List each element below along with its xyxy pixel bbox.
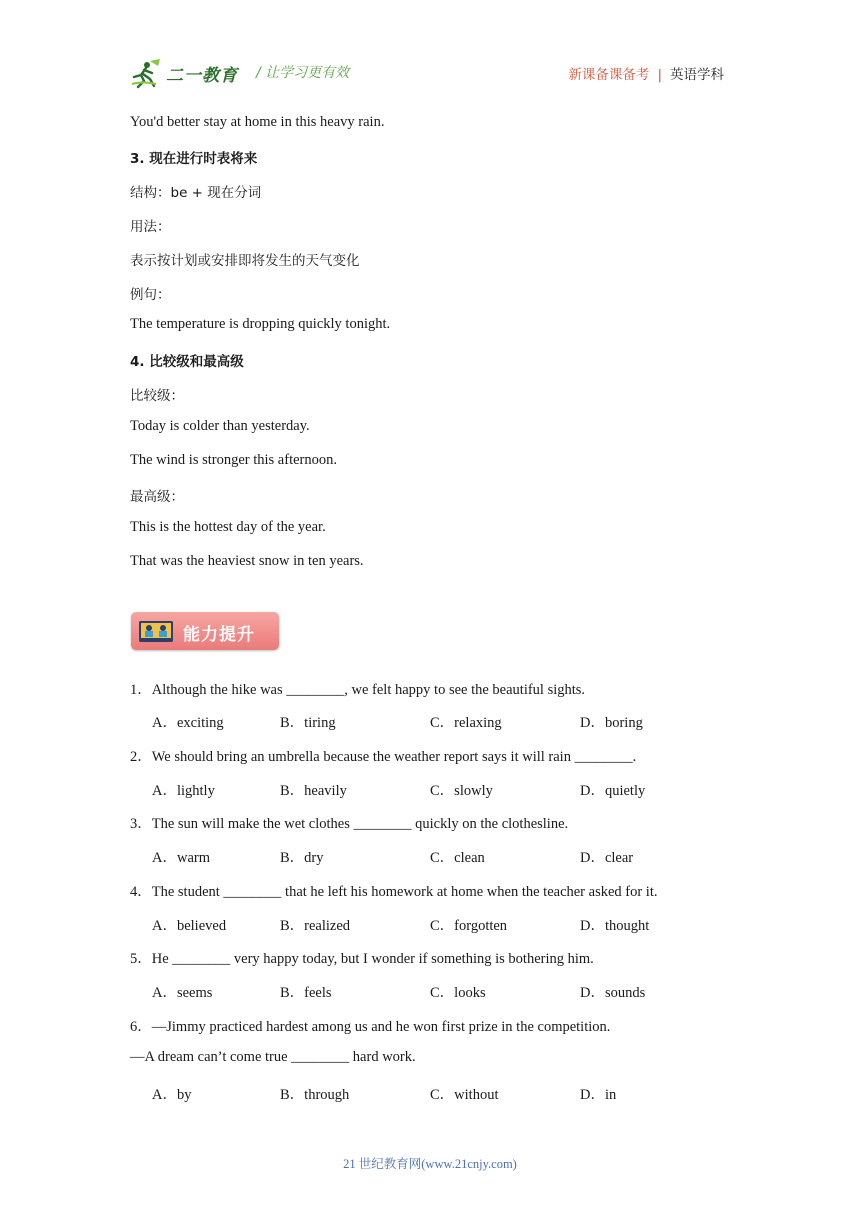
question-1-option-a[interactable]: A．exciting xyxy=(152,715,224,731)
question-3-stem: 3．The sun will make the wet clothes ________ quickly on the clothesline. xyxy=(130,816,569,832)
logo-text: 二一教育 xyxy=(166,65,238,86)
running-figure-icon xyxy=(130,57,164,89)
subject-tag-left: 新课备课备考 xyxy=(568,67,650,83)
question-2-option-a[interactable]: A．lightly xyxy=(152,783,215,799)
section-3-usage: 表示按计划或安排即将发生的天气变化 xyxy=(130,253,360,269)
question-5-option-b[interactable]: B．feels xyxy=(280,985,332,1001)
question-6-option-c[interactable]: C．without xyxy=(430,1087,499,1103)
question-6-option-b[interactable]: B．through xyxy=(280,1087,350,1103)
logo xyxy=(130,56,238,90)
question-2-option-d[interactable]: D．quietly xyxy=(580,783,646,799)
ability-badge xyxy=(131,612,279,650)
people-board-icon xyxy=(139,621,173,642)
section-3-structure: 结构：be + 现在分词 xyxy=(130,185,262,201)
section-4-superlative-1: This is the hottest day of the year. xyxy=(130,519,326,535)
example-sentence: You'd better stay at home in this heavy rain. xyxy=(130,114,385,130)
question-6-option-d[interactable]: D．in xyxy=(580,1087,617,1103)
slogan: / 让学习更有效 xyxy=(256,65,350,81)
section-3-title: 3. 现在进行时表将来 xyxy=(130,151,258,167)
section-4-comparative-1: Today is colder than yesterday. xyxy=(130,418,310,434)
page-header xyxy=(130,56,730,92)
question-1-option-d[interactable]: D．boring xyxy=(580,715,643,731)
question-4-option-d[interactable]: D．thought xyxy=(580,918,650,934)
subject-tag xyxy=(568,63,724,83)
question-6-stem: 6．—Jimmy practiced hardest among us and he won first prize in the competition. xyxy=(130,1019,611,1035)
section-4-title: 4. 比较级和最高级 xyxy=(130,354,244,370)
question-4-option-c[interactable]: C．forgotten xyxy=(430,918,508,934)
question-3-option-c[interactable]: C．clean xyxy=(430,850,485,866)
section-3-example-label: 例句： xyxy=(130,287,171,303)
question-3-option-b[interactable]: B．dry xyxy=(280,850,324,866)
question-5-option-a[interactable]: A．seems xyxy=(152,985,213,1001)
question-1-option-b[interactable]: B．tiring xyxy=(280,715,336,731)
section-4-comparative-label: 比较级： xyxy=(130,388,184,404)
question-2-stem: 2．We should bring an umbrella because the weather report says it will rain ________. xyxy=(130,749,637,765)
page-footer: 21 世纪教育网(www.21cnjy.com) xyxy=(343,1157,517,1171)
question-6-option-a[interactable]: A．by xyxy=(152,1087,192,1103)
question-5-option-c[interactable]: C．looks xyxy=(430,985,486,1001)
question-5-stem: 5．He ________ very happy today, but I wonder if something is bothering him. xyxy=(130,951,594,967)
question-3-option-a[interactable]: A．warm xyxy=(152,850,210,866)
question-4-stem: 4．The student ________ that he left his homework at home when the teacher asked for it. xyxy=(130,884,658,900)
question-6-reply: —A dream can’t come true ________ hard work. xyxy=(130,1049,416,1065)
section-3-example: The temperature is dropping quickly tonight. xyxy=(130,316,391,332)
section-4-superlative-2: That was the heaviest snow in ten years. xyxy=(130,553,364,569)
section-4-comparative-2: The wind is stronger this afternoon. xyxy=(130,452,337,468)
badge-label: 能力提升 xyxy=(183,625,255,645)
question-2-option-c[interactable]: C．slowly xyxy=(430,783,493,799)
question-4-option-b[interactable]: B．realized xyxy=(280,918,351,934)
question-1-stem: 1．Although the hike was ________, we felt happy to see the beautiful sights. xyxy=(130,682,586,698)
question-5-option-d[interactable]: D．sounds xyxy=(580,985,646,1001)
question-1-option-c[interactable]: C．relaxing xyxy=(430,715,502,731)
section-3-usage-label: 用法： xyxy=(130,219,171,235)
question-2-option-b[interactable]: B．heavily xyxy=(280,783,347,799)
question-4-option-a[interactable]: A．believed xyxy=(152,918,227,934)
question-3-option-d[interactable]: D．clear xyxy=(580,850,634,866)
subject-tag-right: 英语学科 xyxy=(670,67,724,83)
section-4-superlative-label: 最高级： xyxy=(130,489,184,505)
subject-tag-separator: | xyxy=(657,67,662,83)
